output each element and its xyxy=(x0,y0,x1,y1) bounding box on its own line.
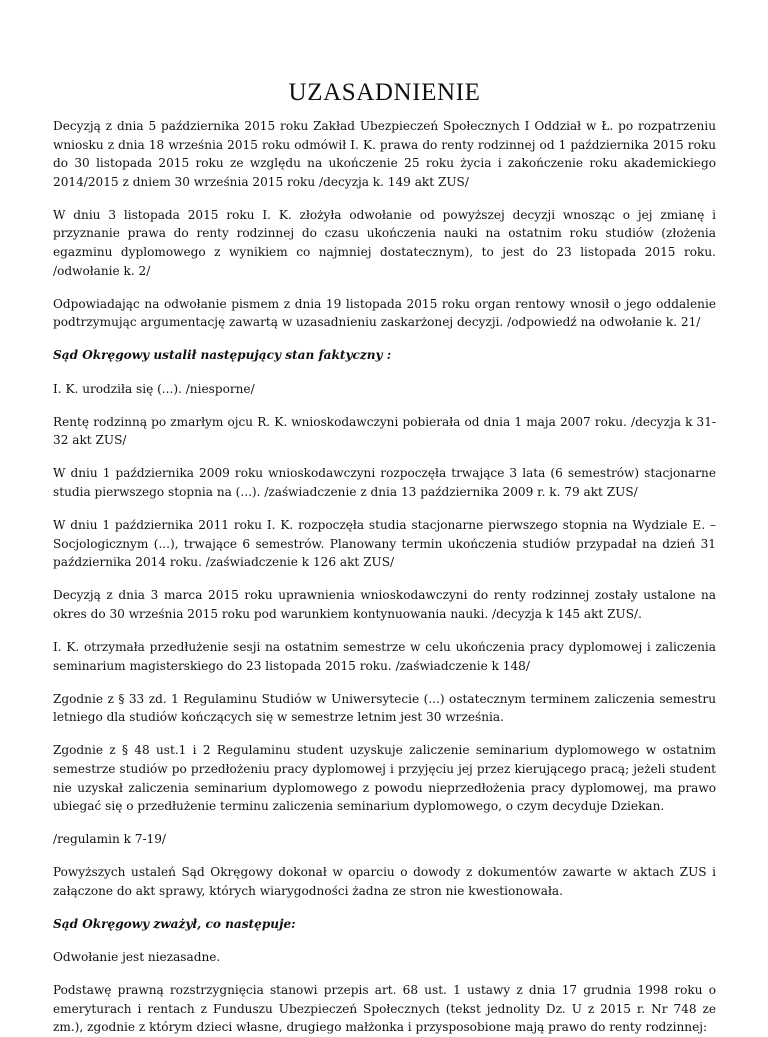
paragraph-birth: I. K. urodziła się (...). /niesporne/ xyxy=(53,381,255,396)
paragraph-legal-basis: Podstawę prawną rozstrzygnięcia stanowi przepis art. 68 ust. 1 ustawy z dnia 17 grudnia 1998 roku o emeryturach i rentach z Funduszu Ubezpieczeń Społecznych (tekst jednolity Dz. U z 2015 r. Nr 748 ze zm.), zgodnie z którym dzieci własne, drugiego małżonka i przysposobione mają prawo do renty rodzinnej: xyxy=(53,983,716,1035)
paragraph-regulation-ref: /regulamin k 7-19/ xyxy=(53,832,167,847)
paragraph-studies-2009: W dniu 1 października 2009 roku wnioskodawczyni rozpoczęła trwające 3 lata (6 semestrów) stacjonarne studia pierwszego stopnia na (...). /zaświadczenie z dnia 13 października 2009 r. k. 79 akt ZUS/ xyxy=(53,466,716,499)
paragraph-pension: Rentę rodzinną po zmarłym ojcu R. K. wnioskodawczyni pobierała od dnia 1 maja 2007 roku. /decyzja k 31-32 akt ZUS/ xyxy=(53,414,716,448)
paragraph-appeal: W dniu 3 listopada 2015 roku I. K. złożyła odwołanie od powyższej decyzji wnosząc o jej zmianę i przyznanie prawa do renty rodzinnej do czasu ukończenia nauki na ostatnim roku studiów (złożenia egazminu dyplomowego z wynikiem co najmniej dostatecznym), to jest do 23 listopada 2015 roku. /odwołanie k. 2/ xyxy=(53,207,716,278)
paragraph-regulation-33: Zgodnie z § 33 zd. 1 Regulaminu Studiów w Uniwersytecie (...) ostatecznym terminem zaliczenia semestru letniego dla studiów kończących się w semestrze letnim jest 30 września. xyxy=(53,691,716,725)
paragraph-studies-2011: W dniu 1 października 2011 roku I. K. rozpoczęła studia stacjonarne pierwszego stopnia na Wydziale E. – Socjologicznym (...), trwające 6 semestrów. Planowany termin ukończenia studiów przypadał na dzień 31 października 2014 roku. /zaświadczenie k 126 akt ZUS/ xyxy=(53,518,716,570)
paragraph-decision: Decyzją z dnia 5 października 2015 roku Zakład Ubezpieczeń Społecznych I Oddział w Ł. po rozpatrzeniu wniosku z dnia 18 września 2015 roku odmówił I. K. prawa do renty rodzinnej od 1 października 2015 roku do 30 listopada 2015 roku ze względu na ukończenie 25 roku życia i zakończenie roku akademickiego 2014/2015 z dniem 30 września 2015 roku /decyzja k. 149 akt ZUS/ xyxy=(53,119,716,189)
paragraph-decision-2015: Decyzją z dnia 3 marca 2015 roku uprawnienia wnioskodawczyni do renty rodzinnej zostały ustalone na okres do 30 września 2015 roku pod warunkiem kontynuowania nauki. /decyzja k 145 akt ZUS/. xyxy=(53,588,716,621)
paragraph-evidence: Powyższych ustaleń Sąd Okręgowy dokonał w oparciu o dowody z dokumentów zawarte w aktach ZUS i załączone do akt sprawy, których wiarygodności żadna ze stron nie kwestionowała. xyxy=(53,865,716,898)
paragraph-response: Odpowiadając na odwołanie pismem z dnia 19 listopada 2015 roku organ rentowy wnosił o jego oddalenie podtrzymując argumentację zawartą w uzasadnieniu zaskarżonej decyzji. /odpowiedź na odwołanie k. 21/ xyxy=(53,296,716,330)
paragraph-session-extension: I. K. otrzymała przedłużenie sesji na ostatnim semestrze w celu ukończenia pracy dyplomowej i zaliczenia seminarium magisterskiego do 23 listopada 2015 roku. /zaświadczenie k 148/ xyxy=(53,639,716,673)
paragraph-regulation-48: Zgodnie z § 48 ust.1 i 2 Regulaminu student uzyskuje zaliczenie seminarium dyplomowego w ostatnim semestrze studiów po przedłożeniu pracy dyplomowej i przyjęciu jej przez kierującego pracą; jeżeli student nie uzyskał zaliczenia seminarium dyplomowego z powodu nieprzedłożenia pracy dyplomowej, ma prawo ubiegać się o przedłużenie terminu zaliczenia seminarium dyplomowego, o czym decyduje Dziekan. xyxy=(53,743,716,814)
paragraph-ruling: Odwołanie jest niezasadne. xyxy=(53,950,221,965)
section-heading-considerations: Sąd Okręgowy zważył, co następuje: xyxy=(53,917,296,931)
section-heading-facts: Sąd Okręgowy ustalił następujący stan faktyczny : xyxy=(53,348,392,363)
document-title: UZASADNIENIE xyxy=(288,79,481,106)
